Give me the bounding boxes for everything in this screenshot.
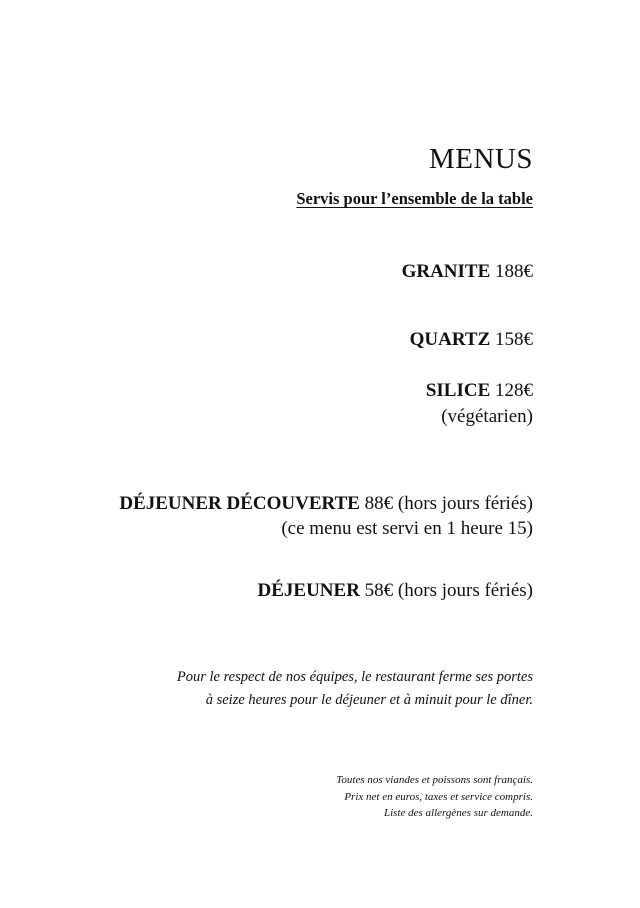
service-note xyxy=(107,666,533,712)
menu-price: 158€ xyxy=(495,328,533,350)
menu-price: 128€ xyxy=(495,380,533,402)
menu-line-silice xyxy=(107,378,533,404)
page-title: MENUS xyxy=(428,143,533,175)
footer-note xyxy=(107,772,533,822)
menu-item-quartz xyxy=(107,327,533,353)
menu-item-granite xyxy=(107,259,533,285)
menu-line-dejeuner xyxy=(107,578,533,604)
menu-item-dejeuner-decouverte xyxy=(107,491,533,542)
menu-note: (hors jours fériés) xyxy=(397,579,533,601)
menu-name: SILICE xyxy=(425,380,491,402)
spacer-before-granite xyxy=(107,209,533,259)
service-note-line-2: à seize heures pour le déjeuner et à minuit pour le dîner. xyxy=(205,691,533,708)
menu-item-silice xyxy=(107,378,533,429)
menu-subline-silice: (végétarien) xyxy=(441,406,533,428)
footer-note-line-2: Prix net en euros, taxes et service compris. xyxy=(344,790,533,803)
spacer-before-dejeuner-decouverte xyxy=(107,430,533,491)
footer-note-line-3: Liste des allergènes sur demande. xyxy=(384,807,533,820)
menu-name: DÉJEUNER DÉCOUVERTE xyxy=(119,492,360,514)
menu-list xyxy=(107,259,533,603)
menu-line-granite xyxy=(107,259,533,285)
menu-price: 88€ xyxy=(364,492,394,514)
page-subtitle: Servis pour l’ensemble de la table xyxy=(296,189,533,209)
spacer-before-quartz xyxy=(107,285,533,327)
service-note-line-1: Pour le respect de nos équipes, le restaurant ferme ses portes xyxy=(176,668,533,685)
footer-note-line-1: Toutes nos viandes et poissons sont français. xyxy=(336,773,533,786)
menu-name: GRANITE xyxy=(401,261,491,283)
menu-price: 58€ xyxy=(364,579,394,601)
menu-header xyxy=(107,144,533,209)
menu-price: 188€ xyxy=(495,261,533,283)
spacer-before-dejeuner xyxy=(107,542,533,578)
menu-item-dejeuner xyxy=(107,578,533,604)
spacer-before-silice xyxy=(107,352,533,378)
menu-line-quartz xyxy=(107,327,533,353)
menu-line-dejeuner-decouverte xyxy=(107,491,533,517)
menu-name: DÉJEUNER xyxy=(257,579,360,601)
menu-note: (hors jours fériés) xyxy=(397,492,533,514)
menu-name: QUARTZ xyxy=(409,328,491,350)
menu-subline-dejeuner-decouverte: (ce menu est servi en 1 heure 15) xyxy=(281,518,533,540)
